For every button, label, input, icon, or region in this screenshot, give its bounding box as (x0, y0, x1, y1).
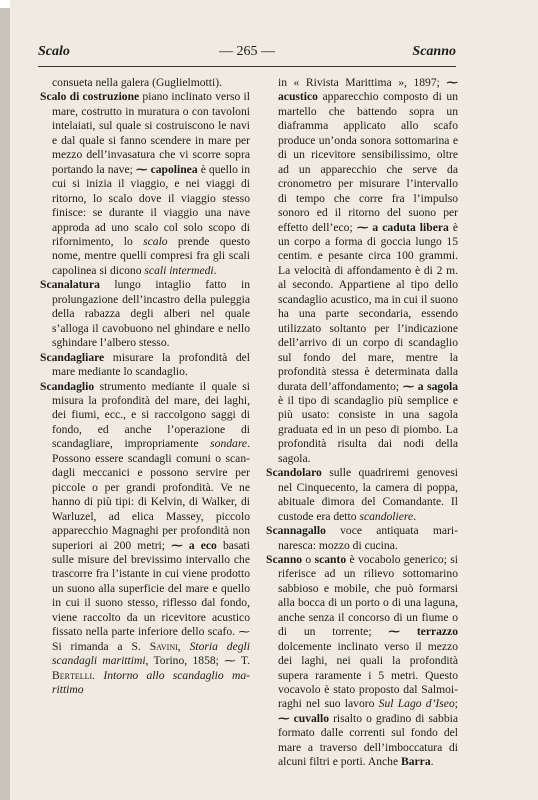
headword: Barra (401, 755, 431, 769)
headword: ⁓ acustico (278, 76, 458, 104)
entry-text: è il tipo di scandaglio più semplice e più usato: consiste in una sagola graduata ed in un peso di piombo. La profondità risulta dai nodi della sagola. (278, 393, 458, 465)
right-column (266, 76, 458, 770)
entry-text: sulle quadriremi genovesi nel Cinquecento, la camera di poppa, abituale dimora del Comandante. Il custode era detto (278, 466, 458, 523)
dictionary-entry (266, 466, 458, 524)
headword: Scandaglio (40, 379, 95, 393)
headword: ⁓ capolinea (135, 162, 198, 176)
entry-text: . (213, 263, 217, 277)
italic-text: scali intermedi (144, 263, 214, 277)
header-right-word: Scanno (412, 44, 456, 59)
italic-text: Intorno allo scandaglio marittimo (52, 668, 250, 697)
dictionary-entry (40, 90, 250, 278)
page-number: — 265 — (219, 44, 275, 59)
headword: ⁓ a eco (171, 538, 217, 552)
dictionary-entry (266, 524, 458, 553)
entry-text: è quello in cui si inizia il viaggio, e nei viaggi di ritorno, lo scalo dove il viaggio stesso finisce: se durante il viaggio una nave approda ad uno scalo col solo scopo di rifornimento, lo (52, 162, 250, 248)
entry-text: , Torino, 1858; ⁓ T. (145, 654, 250, 668)
running-header (38, 44, 456, 66)
entry-continuation (40, 76, 250, 90)
headword: ⁓ cuvallo (278, 711, 330, 725)
headword: scanto (314, 552, 347, 566)
entry-text: ; (454, 697, 458, 711)
headword: Scandagliare (40, 350, 105, 364)
entry-text: lungo intaglio fatto in prolungazione dell’incastro della puleggia della rabazza degli alberi nel quale s’alloga il cavobuono nel ghindare e nello sghindare l’albero stesso. (52, 278, 250, 350)
headword: ⁓ terrazzo (388, 625, 459, 639)
entry-continuation (266, 76, 458, 466)
headword: Scanno (266, 552, 303, 566)
author-name: Savini (149, 639, 178, 653)
entry-text: piano inclinato verso il mare, costrutto in muratura o con tavoloni intelaiati, sul quale si costruiscono le navi e dal quale si fanno scendere in mare per mezzo dell’invasatura che vi scorre sopra portando la nave; (52, 90, 250, 176)
left-column (40, 76, 250, 697)
headword: Scandolaro (266, 466, 322, 480)
dictionary-entry (266, 553, 458, 770)
entry-text: . (430, 755, 434, 769)
entry-text: è un corpo a forma di goccia lungo 15 centim. e pesante circa 100 grammi. La velocità di affondamento è di 2 m. al secondo. Appartiene al tipo dello scandaglio acustico, ma in cui il suono ha una parte secondaria, essendo utilizzato soltanto per l’indicazione dell’arrivo di un corpo di scandaglio sul fondo del mare, mentre la profondità stessa è determinata dalla durata dell’affondamento; (278, 220, 459, 393)
dictionary-entry (40, 351, 250, 380)
header-rule (38, 66, 456, 67)
italic-text: scalo (143, 234, 168, 248)
entry-text: . Possono essere scandagli comuni o scandagli meccanici e possono servire per piccole o per grandi profondità. Ve ne hanno di più tipi: di Kelvin, di Walker, di Warluzel, ad elica Massey, piccolo apparecchio Magnaghi per profondità non superiori ai 200 metri; (52, 437, 250, 552)
entry-text: . (413, 509, 417, 523)
dictionary-entry (40, 380, 250, 698)
entry-text: prende questo nome, mentre quelli compresi fra gli scali capolinea si dicono (52, 234, 250, 277)
headword: Scalo di costruzione (40, 90, 140, 104)
entry-text: o (302, 552, 315, 566)
entry-text: voce antiquata marinaresca: mozzo di cucina. (278, 524, 458, 552)
entry-text: , (177, 639, 190, 653)
italic-text: Sul Lago d’Iseo (378, 697, 455, 711)
entry-text: dolcemente inclinato verso il mezzo dei laghi, nei quali la profondità supera raramente i 5 metri. Questo vocavolo è stato proposto dal Salmoiraghi nel suo lavoro (278, 639, 458, 711)
headword: ⁓ a sagola (402, 379, 459, 393)
italic-text: sondare (210, 437, 248, 451)
header-left-word: Scalo (38, 44, 70, 59)
entry-text: strumento mediante il quale si misura la profondità del mare, dei laghi, dei fiumi, ecc., e si raccolgono saggi di fondo, ed anche l’operazione di scandagliare, impropriamente (52, 379, 250, 451)
italic-text: Storia degli scandagli marittimi (52, 639, 250, 668)
headword: Scanalatura (40, 278, 100, 292)
italic-text: scandoliere (359, 509, 414, 523)
entry-text: apparecchio composto di un martello che battendo sopra un diaframma applicato allo scafo produce un’onda sonora sottomarina e di un ricevitore sensibilissimo, oltre ad un apparecchio che serve da cronometro per misurare l’intervallo di tempo che corre fra l’impulso sonoro ed il ritorno del suono per effetto dell’eco; (278, 90, 458, 234)
headword: Scannagallo (266, 524, 326, 538)
entry-text: in « Rivista Marittima », 1897; (278, 76, 447, 89)
dictionary-entry (40, 278, 250, 350)
author-name: Bertelli (52, 668, 93, 682)
entry-text: . (92, 668, 104, 682)
entry-text: è vocabolo generico; si riferisce ad un rilievo sottomarino sabbioso e mobile, che può formarsi alla bocca di un porto o di una laguna, anche senza il concorso di un fiume o di un torrente; (278, 552, 459, 639)
entry-text: consueta nella galera (Guglielmotti). (52, 76, 222, 89)
entry-text: basati sulle misure del brevissimo intervallo che trascorre fra l’istante in cui viene prodotto un suono alla superficie del mare e quello in cui il suono stesso, riflesso dal fondo, viene raccolto da un ricevitore acustico fissato nella parte inferiore dello scafo. ⁓ Si rimanda a S. (52, 538, 250, 653)
headword: ⁓ a caduta libera (356, 220, 449, 234)
entry-text: risalto o gradino di sabbia formato dalle correnti sul fondo del mare a traverso dell’imboccatura di alcuni filtri e porti. Anche (278, 711, 458, 769)
entry-text: misurare la profondità del mare mediante lo scandaglio. (52, 350, 250, 379)
